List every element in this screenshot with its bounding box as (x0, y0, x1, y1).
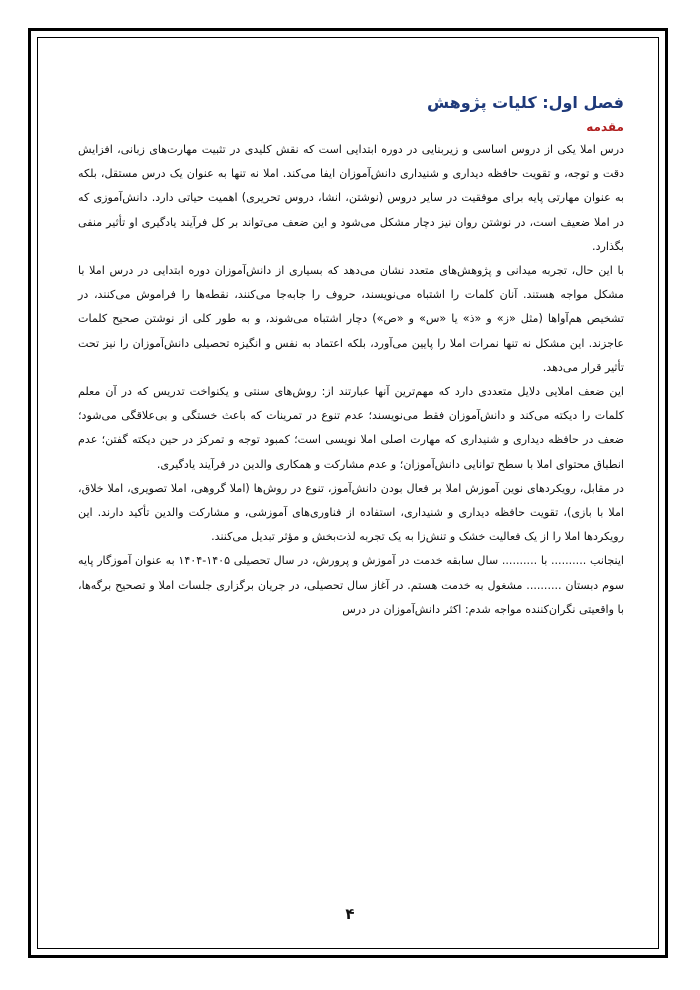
paragraph-5: اینجانب .......... با .......... سال سابقه خدمت در آموزش و پرورش، در سال تحصیلی ۱۴۰۵-۱۴۰۴ به عنوان آموزگار پایه سوم دبستان .......... مشغول به خدمت هستم. در آغاز سال تحصیلی، در جریان برگزاری جلسات املا و تصحیح برگه‌ها، با واقعیتی نگران‌کننده مواجه شدم: اکثر دانش‌آموزان در درس (78, 554, 624, 616)
chapter-title: فصل اول: کلیات پژوهش (426, 93, 624, 112)
paragraph-2: با این حال، تجربه میدانی و پژوهش‌های متعدد نشان می‌دهد که بسیاری از دانش‌آموزان دوره ابتدایی در درس املا با مشکل مواجه هستند. آنان کلمات را اشتباه می‌نویسند، حروف را جابه‌جا می‌کنند، نقطه‌ها را فراموش می‌کنند، در تشخیص هم‌آواها (مثل «ز» و «ذ» یا «س» و «ص») دچار اشتباه می‌شوند، و به طور کلی از نوشتن صحیح کلمات عاجزند. این مشکل نه تنها نمرات املا را پایین می‌آورد، بلکه اعتماد به نفس و انگیزه تحصیلی دانش‌آموزان را نیز تحت تأثیر قرار می‌دهد. (78, 264, 624, 374)
section-subtitle: مقدمه (586, 120, 624, 134)
paragraph-4: در مقابل، رویکردهای نوین آموزش املا بر فعال بودن دانش‌آموز، تنوع در روش‌ها (املا گروهی، املا تصویری، املا خلاق، املا با بازی)، تقویت حافظه دیداری و شنیداری، استفاده از فناوری‌های آموزشی، و مشارکت والدین تأکید دارند. این رویکردها املا را از یک فعالیت خشک و تنش‌زا به یک تجربه لذت‌بخش و مؤثر تبدیل می‌کنند. (78, 481, 624, 544)
page-number: ۴ (345, 905, 355, 923)
paragraph-3: این ضعف املایی دلایل متعددی دارد که مهم‌ترین آنها عبارتند از: روش‌های سنتی و یکنواخت تدریس که در آن معلم کلمات را دیکته می‌کند و دانش‌آموزان فقط می‌نویسند؛ عدم تنوع در تمرینات که باعث خستگی و بی‌علاقگی می‌شود؛ ضعف در حافظه دیداری و شنیداری که مهارت اصلی املا نویسی است؛ کمبود توجه و تمرکز در حین دیکته گفتن؛ عدم انطباق محتوای املا با سطح توانایی دانش‌آموزان؛ و عدم مشارکت و همکاری والدین در فرآیند یادگیری. (78, 385, 624, 471)
page-content (78, 92, 624, 622)
body-text (78, 138, 624, 622)
paragraph-1: درس املا یکی از دروس اساسی و زیربنایی در دوره ابتدایی است که نقش کلیدی در تثبیت مهارت‌های زبانی، افزایش دقت و توجه، و تقویت حافظه دیداری و شنیداری دانش‌آموزان ایفا می‌کند. املا نه تنها به عنوان یک درس مستقل، بلکه به عنوان مهارتی پایه برای موفقیت در سایر دروس (نوشتن، انشا، دروس تحریری) اهمیت حیاتی دارد. دانش‌آموزی که در املا ضعیف است، در نوشتن روان نیز دچار مشکل می‌شود و این ضعف می‌تواند بر کل فرآیند یادگیری او تأثیر منفی بگذارد. (78, 143, 624, 253)
